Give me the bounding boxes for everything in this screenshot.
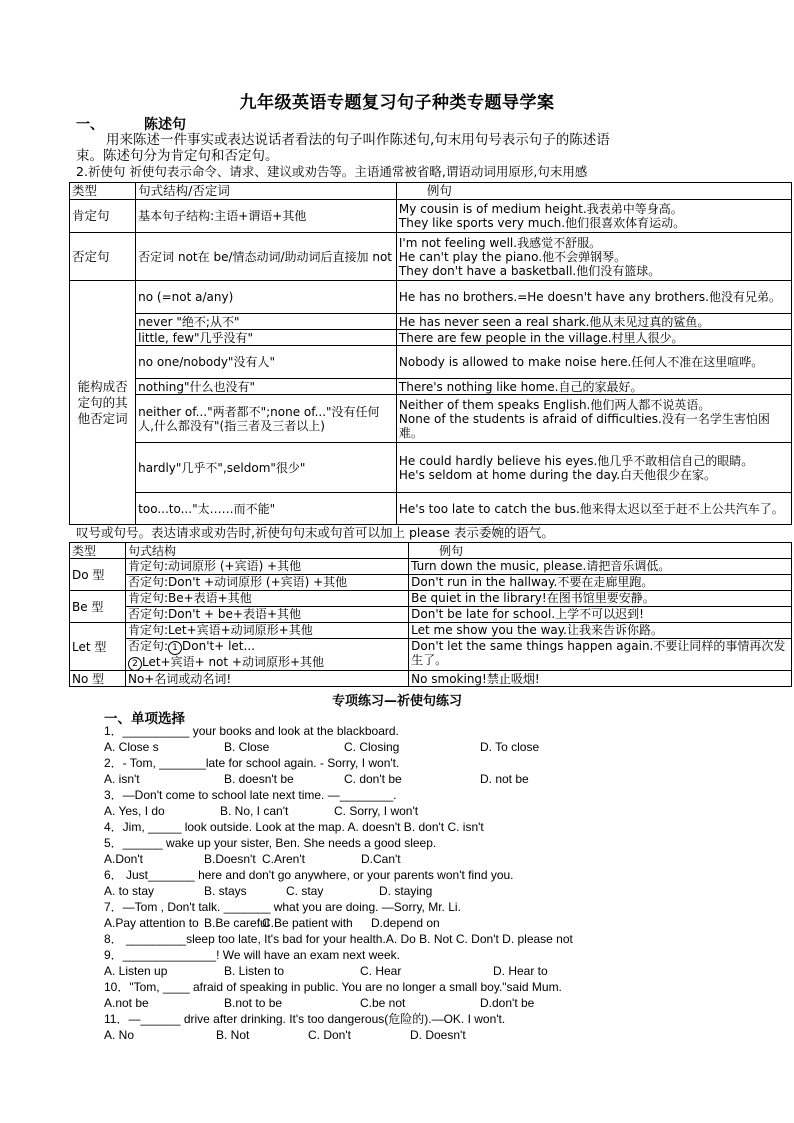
- structure-affirmative: 基本句子结构:主语+谓语+其他: [136, 200, 397, 233]
- type-affirmative: 肯定句: [70, 200, 136, 233]
- example-line: My cousin is of medium height.我表弟中等身高。: [398, 202, 683, 216]
- example-do: [409, 559, 792, 591]
- example-line: Don't let the same things happen again.不要让同样的事情再次发生了。: [411, 639, 786, 667]
- answer-option[interactable]: C. don't be: [344, 772, 402, 786]
- negative-word: nothing"什么也没有": [136, 379, 397, 395]
- example-line: Don't run in the hallway.不要在走廊里跑。: [411, 575, 654, 589]
- answer-option[interactable]: C. Don't: [308, 1028, 351, 1042]
- answer-option[interactable]: B.Doesn't: [204, 852, 256, 866]
- paragraph-imperative-cont: 叹号或句号。表达请求或劝告时,祈使句句末或句首可以加上 please 表示委婉的语气。: [76, 525, 554, 540]
- question-stem: 7．—Tom , Don't talk. _______ what you are doing. —Sorry, Mr. Li.: [104, 900, 461, 914]
- structure-text: Don't+ let...: [182, 639, 255, 653]
- answer-option[interactable]: A.Pay attention to: [104, 916, 199, 930]
- structure-be: [125, 591, 408, 623]
- answer-option[interactable]: B. Listen to: [224, 964, 285, 978]
- question-stem: 5．______ wake up your sister, Ben. She needs a good sleep.: [104, 836, 437, 850]
- example-line: Let me show you the way.让我来告诉你路。: [409, 623, 791, 639]
- circled-number: 1: [168, 641, 182, 655]
- type-be: Be 型: [70, 591, 126, 623]
- structure-line: 否定句:Don't +动词原形 (+宾语) +其他: [127, 575, 348, 589]
- negative-example: There's nothing like home.自己的家最好。: [396, 379, 791, 395]
- header-structure: 句式结构/否定词: [136, 183, 397, 200]
- header-type: 类型: [70, 183, 136, 200]
- negative-word: too...to..."太……而不能": [136, 493, 397, 525]
- example-no: No smoking!禁止吸烟!: [409, 671, 792, 687]
- paragraph-declarative-1: 用来陈述一件事实或表达说话者看法的句子叫作陈述句,句末用句号表示句子的陈述语: [106, 132, 610, 148]
- negative-example: He's too late to catch the bus.他来得太迟以至于赶不上公共汽车了。: [396, 493, 791, 525]
- header-example: 例句: [396, 183, 791, 200]
- example-line: Neither of them speaks English.他们两人都不说英语。: [398, 397, 711, 412]
- structure-line: 否定句:Don't + be+表语+其他: [127, 607, 301, 621]
- answer-option[interactable]: D. Doesn't: [410, 1028, 466, 1042]
- page-title: 九年级英语专题复习句子种类专题导学案: [239, 93, 555, 113]
- negative-word: neither of..."两者都不";none of..."没有任何人,什么都没有"(指三者及三者以上): [136, 395, 397, 443]
- question-stem: 10．"Tom, ____ afraid of speaking in public. You are no longer a small boy."said Mum.: [104, 980, 562, 994]
- answer-option[interactable]: B. stays: [204, 884, 247, 898]
- imperative-table: [69, 542, 792, 687]
- example-affirmative: [396, 200, 791, 233]
- section-title: 陈述句: [144, 117, 186, 133]
- example-line: He could hardly believe his eyes.他几乎不敢相信自己的眼睛。: [398, 453, 754, 468]
- answer-option[interactable]: D. To close: [480, 740, 540, 754]
- negative-word: never "绝不;从不": [136, 314, 397, 330]
- structure-line: 肯定句:动词原形 (+宾语) +其他: [126, 559, 408, 575]
- circled-number: 2: [128, 657, 142, 671]
- header-example: 例句: [409, 543, 792, 559]
- negative-example: Nobody is allowed to make noise here.任何人不准在这里喧哗。: [396, 346, 791, 379]
- paragraph-declarative-2: 束。陈述句分为肯定句和否定句。: [76, 148, 279, 164]
- negative-word: hardly"几乎不",seldom"很少": [136, 443, 397, 493]
- answer-option[interactable]: A. No: [104, 1028, 135, 1042]
- negative-example: [396, 443, 791, 493]
- answer-option[interactable]: A. to stay: [104, 884, 155, 898]
- example-line: Don't be late for school.上学不可以迟到!: [411, 607, 644, 621]
- negative-word: no one/nobody"没有人": [136, 346, 397, 379]
- answer-option[interactable]: A. Yes, I do: [104, 804, 165, 818]
- negative-word: little, few"几乎没有": [136, 330, 397, 346]
- answer-option[interactable]: D. not be: [480, 772, 529, 786]
- question-stem: 9．______________! We will have an exam next week.: [104, 948, 400, 962]
- example-be: [409, 591, 792, 623]
- answer-option[interactable]: D. Hear to: [493, 964, 548, 978]
- answer-option[interactable]: C. Closing: [344, 740, 400, 754]
- answer-option[interactable]: C. Sorry, I won't: [334, 804, 419, 818]
- answer-option[interactable]: B. No, I can't: [220, 804, 289, 818]
- negative-example: He has never seen a real shark.他从未见过真的鲨鱼。: [396, 314, 791, 330]
- question-stem: 1．__________ your books and look at the blackboard.: [104, 724, 399, 738]
- example-negative: [396, 233, 791, 281]
- answer-option[interactable]: D. staying: [379, 884, 433, 898]
- answer-option[interactable]: C. Hear: [360, 964, 402, 978]
- type-no: No 型: [70, 671, 126, 687]
- example-line: They like sports very much.他们很喜欢体育运动。: [398, 216, 686, 230]
- example-line: He's seldom at home during the day.白天他很少在家。: [398, 467, 717, 482]
- structure-no: No+名词或动名词!: [125, 671, 408, 687]
- negative-example: [396, 395, 791, 443]
- example-line: Turn down the music, please.请把音乐调低。: [409, 559, 791, 575]
- header-structure: 句式结构: [125, 543, 408, 559]
- structure-line: 肯定句:Let+宾语+动词原形+其他: [126, 623, 408, 639]
- question-stem: 6． Just_______ here and don't go anywhere, or your parents won't find you.: [104, 868, 514, 882]
- structure-line: 肯定句:Be+表语+其他: [126, 591, 408, 607]
- answer-option[interactable]: B. Not: [216, 1028, 250, 1042]
- section-number: 一、: [76, 117, 104, 133]
- header-type: 类型: [70, 543, 126, 559]
- section-heading-declarative: [76, 114, 186, 134]
- structure-do: [125, 559, 408, 591]
- question-stem: 8． _________sleep too late, It's bad for your health.A. Do B. Not C. Don't D. please not: [104, 932, 573, 946]
- type-negative: 否定句: [70, 233, 136, 281]
- question-stem: 4．Jim, _____ look outside. Look at the map. A. doesn't B. don't C. isn't: [104, 820, 484, 834]
- answer-option[interactable]: C.Aren't: [262, 852, 305, 866]
- example-let: [409, 623, 792, 671]
- sentence-type-table: [69, 182, 792, 525]
- question-stem: 3．—Don't come to school late next time. —________.: [104, 788, 397, 802]
- answer-option[interactable]: D.Can't: [361, 852, 401, 866]
- example-line: I'm not feeling well.我感觉不舒服。: [398, 235, 602, 250]
- question-stem: 11．—______ drive after drinking. It's too dangerous(危险的).—OK. I won't.: [104, 1012, 506, 1026]
- answer-option[interactable]: A. isn't: [104, 772, 140, 786]
- answer-option[interactable]: D.don't be: [480, 996, 535, 1010]
- answer-option[interactable]: D.depend on: [371, 916, 440, 930]
- answer-option[interactable]: C.Be patient with: [262, 916, 353, 930]
- answer-option[interactable]: A. Close s: [104, 740, 159, 754]
- question-stem: 2．- Tom, _______late for school again. - Sorry, I won't.: [104, 756, 400, 770]
- answer-option[interactable]: B. Close: [224, 740, 270, 754]
- structure-line: [126, 639, 408, 670]
- answer-option[interactable]: B.Be careful: [204, 916, 270, 930]
- negative-example: There are few people in the village.村里人很少。: [396, 330, 791, 346]
- structure-let: [125, 623, 408, 671]
- type-let: Let 型: [70, 623, 126, 671]
- answer-option[interactable]: A.not be: [104, 996, 149, 1010]
- structure-text: Let+宾语+ not +动词原形+其他: [141, 655, 325, 669]
- answer-option[interactable]: C. stay: [286, 884, 324, 898]
- type-other-negatives: 能构成否定句的其他否定词: [70, 281, 136, 525]
- negative-example: He has no brothers.=He doesn't have any brothers.他没有兄弟。: [396, 281, 791, 314]
- answer-option[interactable]: A.Don't: [104, 852, 143, 866]
- answer-option[interactable]: B. doesn't be: [224, 772, 294, 786]
- structure-text: 否定句:: [127, 639, 169, 653]
- exercise-heading: 专项练习—祈使句练习: [331, 694, 462, 709]
- example-line: Be quiet in the library!在图书馆里要安静。: [409, 591, 791, 607]
- paragraph-imperative-intro: 2.祈使句 祈使句表示命令、请求、建议或劝告等。主语通常被省略,谓语动词用原形,句末用感: [76, 164, 588, 179]
- answer-option[interactable]: C.be not: [360, 996, 406, 1010]
- example-line: None of the students is afraid of difficulties.没有一名学生害怕困难。: [398, 411, 770, 440]
- answer-option[interactable]: B.not to be: [224, 996, 283, 1010]
- type-do: Do 型: [70, 559, 126, 591]
- example-line: He can't play the piano.他不会弹钢琴。: [398, 249, 627, 264]
- example-line: They don't have a basketball.他们没有篮球。: [398, 263, 661, 278]
- negative-word: no (=not a/any): [136, 281, 397, 314]
- answer-option[interactable]: A. Listen up: [104, 964, 168, 978]
- multiple-choice-heading: 一、单项选择: [104, 711, 185, 727]
- structure-negative: 否定词 not在 be/情态动词/助动词后直接加 not: [136, 233, 397, 281]
